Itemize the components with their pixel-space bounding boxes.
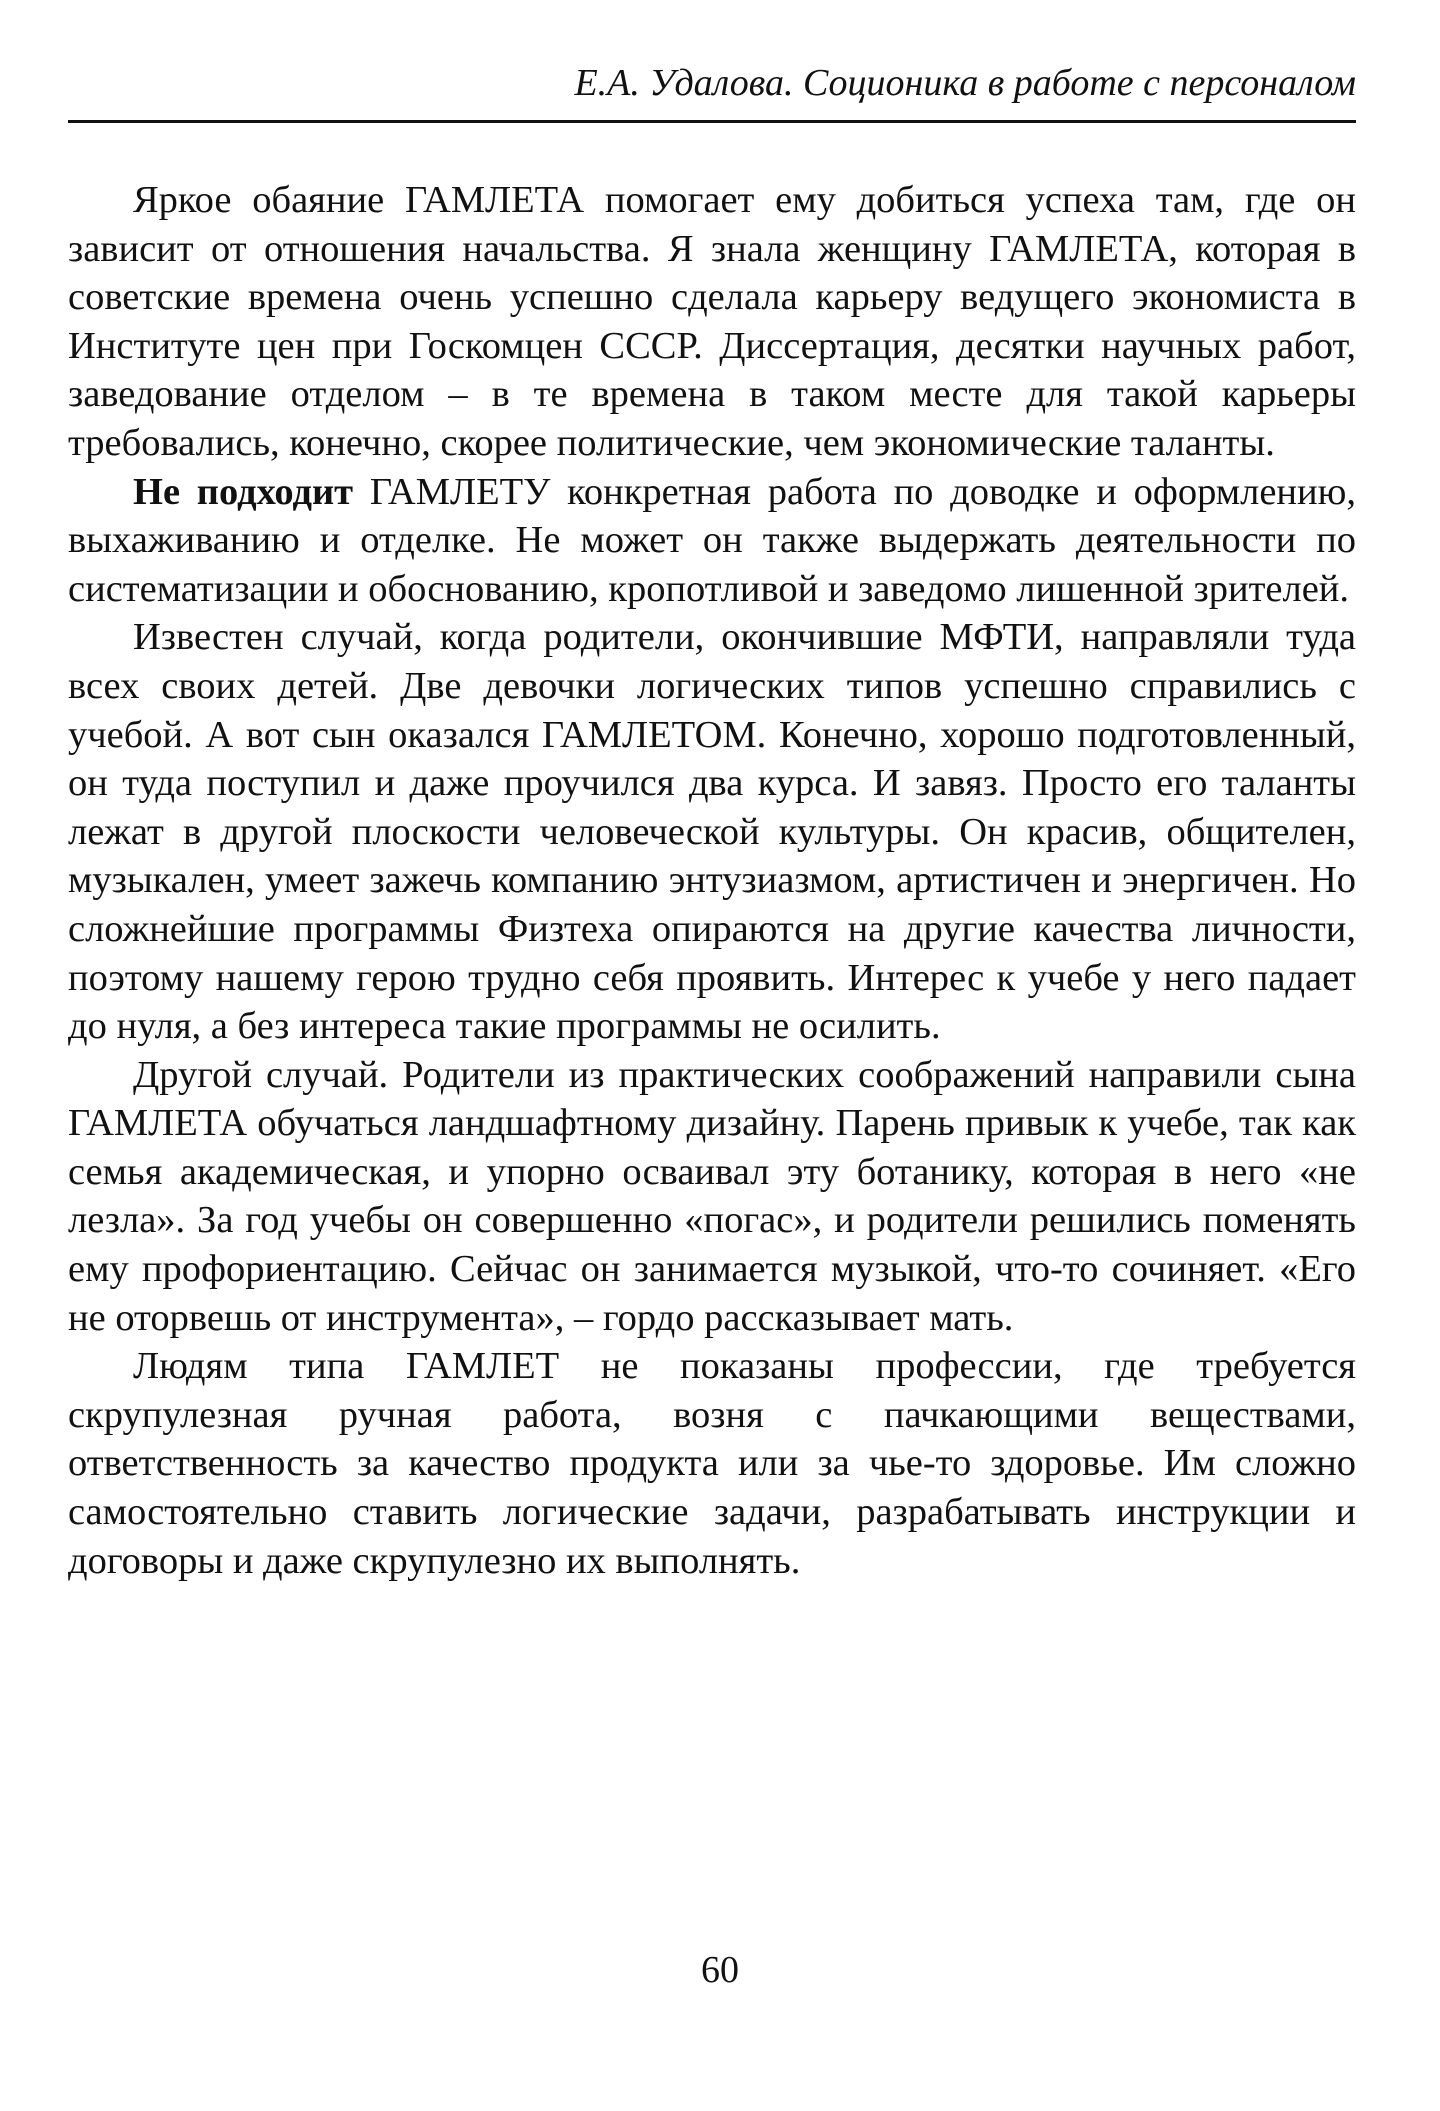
- page-number: 60: [701, 1949, 739, 1991]
- paragraph-5: Людям типа ГАМЛЕТ не показаны профессии, где требуется скрупулезная ручная работа, возня с пачкающими веществами, ответственность за качество продукта или за чье-то здоровье. Им сложно самостоятельно ставить логические задачи, разрабатывать инструкции и договоры и даже скрупулезно их выполнять.: [68, 1345, 1356, 1582]
- body-text: [68, 176, 1356, 1585]
- paragraph-2: [68, 468, 1356, 614]
- paragraph-1: Яркое обаяние ГАМЛЕТА помогает ему добиться успеха там, где он зависит от отношения начальства. Я знала женщину ГАМЛЕТА, которая в советские времена очень успешно сделала карьеру ведущего экономиста в Институте цен при Госкомцен СССР. Диссертация, десятки научных работ, заведование отделом – в те времена в таком месте для такой карьеры требовались, конечно, скорее политические, чем экономические таланты.: [68, 179, 1356, 464]
- header-rule: [68, 120, 1356, 123]
- paragraph-4: Другой случай. Родители из практических соображений направили сына ГАМЛЕТА обучаться ландшафтному дизайну. Парень привык к учебе, так как семья академическая, и упорно осваивал эту ботанику, которая в него «не лезла». За год учебы он совершенно «погас», и родители решились поменять ему профориентацию. Сейчас он занимается музыкой, что-то сочиняет. «Его не оторвешь от инструмента», – гордо рассказывает мать.: [68, 1053, 1356, 1339]
- paragraph-2-lead: Не подходит: [133, 470, 354, 513]
- running-header: Е.А. Удалова. Соционика в работе с персоналом: [574, 62, 1356, 104]
- paragraph-2-rest: ГАМЛЕТУ конкретная работа по доводке и оформлению, выхаживанию и отделке. Не может он также выдержать деятельности по систематизации и обоснованию, кропотливой и заведомо лишенной зрителей.: [68, 470, 1357, 610]
- paragraph-3: Известен случай, когда родители, окончившие МФТИ, направляли туда всех своих детей. Две девочки логических типов успешно справились с учебой. А вот сын оказался ГАМЛЕТОМ. Конечно, хорошо подготовленный, он туда поступил и даже проучился два курса. И завяз. Просто его таланты лежат в другой плоскости человеческой культуры. Он красив, общителен, музыкален, умеет зажечь компанию энтузиазмом, артистичен и энергичен. Но сложнейшие программы Физтеха опираются на другие качества личности, поэтому нашему герою трудно себя проявить. Интерес к учебе у него падает до нуля, а без интереса такие программы не осилить.: [68, 616, 1356, 1048]
